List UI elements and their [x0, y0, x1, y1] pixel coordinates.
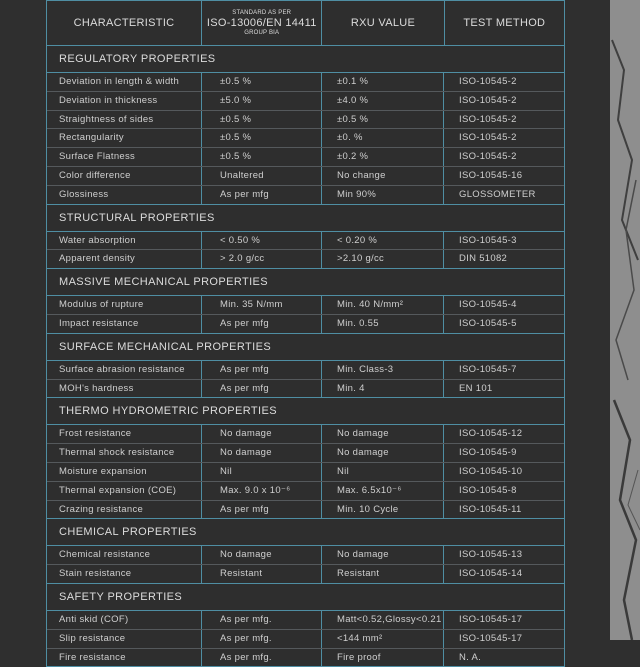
- cell-rxu-value: Max. 6.5x10⁻⁶: [322, 482, 444, 500]
- cell-rxu-value: Min. Class-3: [322, 361, 444, 379]
- cell-rxu-value: Min 90%: [322, 186, 444, 204]
- cell-test-method: ISO-10545-12: [459, 428, 523, 440]
- cell-standard: ±0.5 %: [202, 129, 322, 147]
- table-row: [47, 167, 564, 186]
- cell-characteristic: Fire resistance: [47, 649, 202, 667]
- cell-standard: As per mfg: [202, 315, 322, 333]
- table-row: [47, 380, 564, 399]
- cell-test-method: ISO-10545-10: [459, 465, 523, 477]
- cell-rxu-value: Fire proof: [322, 649, 444, 667]
- cell-test-method: ISO-10545-4: [459, 299, 517, 311]
- section-title: SAFETY PROPERTIES: [47, 584, 564, 611]
- table-row: [47, 148, 564, 167]
- cell-characteristic: Water absorption: [47, 232, 202, 250]
- cell-standard: As per mfg.: [202, 649, 322, 667]
- table-row: [47, 611, 564, 630]
- section-title: THERMO HYDROMETRIC PROPERTIES: [47, 398, 564, 425]
- table-row: [47, 425, 564, 444]
- cell-test-method: ISO-10545-16: [459, 169, 523, 181]
- cell-test-method: ISO-10545-7: [459, 363, 517, 375]
- cell-characteristic: Modulus of rupture: [47, 296, 202, 314]
- header-standard-top: STANDARD AS PER: [232, 10, 292, 16]
- table-row: [47, 444, 564, 463]
- cell-standard: ±0.5 %: [202, 148, 322, 166]
- table-row: [47, 250, 564, 269]
- cell-test-method: ISO-10545-2: [459, 94, 517, 106]
- table-row: [47, 501, 564, 520]
- header-test-method: TEST METHOD: [463, 17, 546, 29]
- cell-characteristic: Rectangularity: [47, 129, 202, 147]
- cell-test-method: N. A.: [459, 651, 482, 663]
- table-row: [47, 361, 564, 380]
- specification-table: [46, 0, 565, 667]
- table-row: [47, 463, 564, 482]
- cell-standard: As per mfg: [202, 501, 322, 519]
- cell-rxu-value: Min. 0.55: [322, 315, 444, 333]
- cell-characteristic: Crazing resistance: [47, 501, 202, 519]
- cell-standard: Resistant: [202, 565, 322, 583]
- table-header: [47, 0, 564, 46]
- cell-characteristic: Chemical resistance: [47, 546, 202, 564]
- marble-veins-graphic: [610, 0, 640, 640]
- cell-characteristic: Frost resistance: [47, 425, 202, 443]
- cell-characteristic: Thermal expansion (COE): [47, 482, 202, 500]
- section-title: CHEMICAL PROPERTIES: [47, 519, 564, 546]
- table-row: [47, 129, 564, 148]
- cell-test-method: ISO-10545-17: [459, 632, 523, 644]
- cell-test-method: ISO-10545-3: [459, 234, 517, 246]
- cell-rxu-value: Matt<0.52,Glossy<0.21: [322, 611, 444, 629]
- cell-standard: As per mfg: [202, 380, 322, 398]
- cell-characteristic: Surface abrasion resistance: [47, 361, 202, 379]
- header-standard: [202, 1, 322, 45]
- cell-rxu-value: Resistant: [322, 565, 444, 583]
- table-row: [47, 111, 564, 130]
- cell-rxu-value: Min. 4: [322, 380, 444, 398]
- cell-rxu-value: Min. 40 N/mm²: [322, 296, 444, 314]
- section-title: REGULATORY PROPERTIES: [47, 46, 564, 73]
- cell-standard: As per mfg: [202, 186, 322, 204]
- cell-test-method: ISO-10545-5: [459, 317, 517, 329]
- cell-test-method: ISO-10545-13: [459, 549, 523, 561]
- cell-test-method: DIN 51082: [459, 253, 508, 265]
- table-row: [47, 315, 564, 334]
- cell-characteristic: Stain resistance: [47, 565, 202, 583]
- section-title: MASSIVE MECHANICAL PROPERTIES: [47, 269, 564, 296]
- cell-rxu-value: ±0.2 %: [322, 148, 444, 166]
- table-row: [47, 232, 564, 251]
- marble-background: [610, 0, 640, 640]
- table-row: [47, 482, 564, 501]
- table-row: [47, 186, 564, 205]
- cell-test-method: ISO-10545-8: [459, 484, 517, 496]
- header-rxu-value: RXU VALUE: [322, 1, 444, 45]
- cell-rxu-value: ±0.1 %: [322, 73, 444, 91]
- cell-rxu-value: Min. 10 Cycle: [322, 501, 444, 519]
- cell-standard: Nil: [202, 463, 322, 481]
- section-title: STRUCTURAL PROPERTIES: [47, 205, 564, 232]
- cell-rxu-value: Nil: [322, 463, 444, 481]
- cell-standard: ±0.5 %: [202, 73, 322, 91]
- cell-rxu-value: >2.10 g/cc: [322, 250, 444, 268]
- cell-standard: As per mfg.: [202, 630, 322, 648]
- left-margin: [0, 0, 46, 640]
- table-row: [47, 296, 564, 315]
- header-standard-bottom: GROUP BIA: [244, 30, 280, 36]
- cell-characteristic: Glossiness: [47, 186, 202, 204]
- cell-characteristic: Apparent density: [47, 250, 202, 268]
- cell-characteristic: Thermal shock resistance: [47, 444, 202, 462]
- table-row: [47, 92, 564, 111]
- cell-characteristic: Straightness of sides: [47, 111, 202, 129]
- cell-characteristic: Impact resistance: [47, 315, 202, 333]
- cell-rxu-value: No damage: [322, 546, 444, 564]
- cell-standard: Min. 35 N/mm: [202, 296, 322, 314]
- cell-standard: As per mfg.: [202, 611, 322, 629]
- table-body: [47, 46, 564, 667]
- cell-standard: Unaltered: [202, 167, 322, 185]
- cell-test-method: ISO-10545-9: [459, 447, 517, 459]
- cell-characteristic: Deviation in length & width: [47, 73, 202, 91]
- cell-characteristic: MOH's hardness: [47, 380, 202, 398]
- cell-characteristic: Surface Flatness: [47, 148, 202, 166]
- cell-characteristic: Moisture expansion: [47, 463, 202, 481]
- table-row: [47, 565, 564, 584]
- cell-test-method: ISO-10545-2: [459, 151, 517, 163]
- cell-test-method: ISO-10545-14: [459, 568, 523, 580]
- cell-standard: No damage: [202, 444, 322, 462]
- cell-standard: No damage: [202, 546, 322, 564]
- cell-standard: > 2.0 g/cc: [202, 250, 322, 268]
- cell-standard: < 0.50 %: [202, 232, 322, 250]
- table-row: [47, 73, 564, 92]
- table-row: [47, 649, 564, 667]
- section-title: SURFACE MECHANICAL PROPERTIES: [47, 334, 564, 361]
- cell-standard: ±5.0 %: [202, 92, 322, 110]
- cell-standard: As per mfg: [202, 361, 322, 379]
- cell-rxu-value: <144 mm²: [322, 630, 444, 648]
- cell-rxu-value: No damage: [322, 425, 444, 443]
- cell-standard: Max. 9.0 x 10⁻⁶: [202, 482, 322, 500]
- cell-test-method: ISO-10545-2: [459, 132, 517, 144]
- cell-test-method: ISO-10545-2: [459, 113, 517, 125]
- cell-standard: ±0.5 %: [202, 111, 322, 129]
- cell-test-method: GLOSSOMETER: [459, 188, 536, 200]
- cell-test-method: ISO-10545-2: [459, 76, 517, 87]
- cell-characteristic: Color difference: [47, 167, 202, 185]
- cell-test-method: ISO-10545-11: [459, 503, 522, 515]
- cell-rxu-value: No damage: [322, 444, 444, 462]
- cell-rxu-value: ±0. %: [322, 129, 444, 147]
- cell-rxu-value: No change: [322, 167, 444, 185]
- header-standard-mid: ISO-13006/EN 14411: [206, 17, 317, 29]
- cell-test-method: EN 101: [459, 382, 493, 394]
- table-row: [47, 546, 564, 565]
- cell-characteristic: Slip resistance: [47, 630, 202, 648]
- cell-characteristic: Deviation in thickness: [47, 92, 202, 110]
- cell-rxu-value: ±4.0 %: [322, 92, 444, 110]
- cell-standard: No damage: [202, 425, 322, 443]
- cell-characteristic: Anti skid (COF): [47, 611, 202, 629]
- cell-test-method: ISO-10545-17: [459, 613, 523, 625]
- cell-rxu-value: < 0.20 %: [322, 232, 444, 250]
- cell-rxu-value: ±0.5 %: [322, 111, 444, 129]
- header-characteristic: CHARACTERISTIC: [47, 1, 202, 45]
- table-row: [47, 630, 564, 649]
